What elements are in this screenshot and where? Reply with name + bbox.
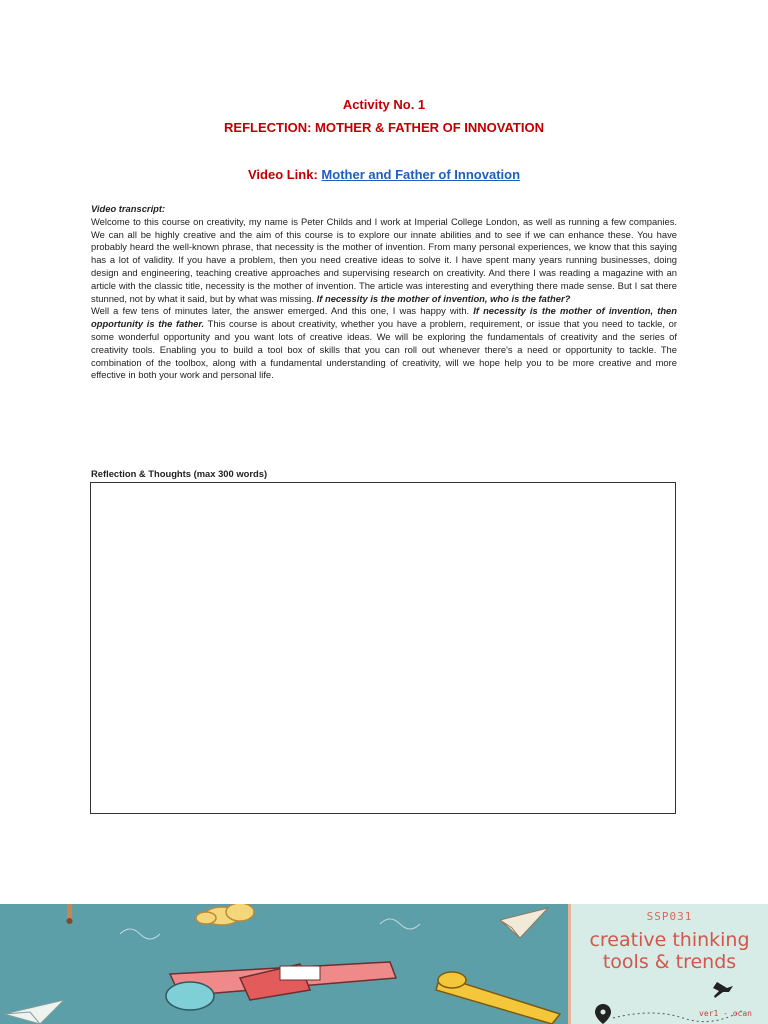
transcript-paragraph-2 bbox=[91, 305, 677, 382]
course-badge bbox=[568, 904, 768, 1024]
brand-title-line-2: tools & trends bbox=[602, 951, 737, 973]
paper-plane-icon bbox=[500, 908, 548, 938]
video-transcript bbox=[91, 203, 677, 382]
transcript-p2-text-b: This course is about creativity, whether you have a problem, requirement, or issue that you need to tackle, or some wonderful opportunity and you want lots of creative ideas. We will be exploring the fundamentals of creativity and the series of creativity tools. Enabling you to build a tool box of skills that you can roll out whenever there's a need or opportunity to tackle. The combination of the toolbox, along with a fundamental understanding of creativity, will we hope help you to be more creative and more effective in both your work and personal life. bbox=[91, 318, 677, 381]
transcript-p1-emphasis: If necessity is the mother of invention, who is the father? bbox=[316, 292, 571, 304]
activity-number: Activity No. 1 bbox=[342, 97, 426, 112]
badge-decoration bbox=[571, 904, 768, 1024]
transcript-paragraph-1 bbox=[91, 216, 677, 306]
video-link-line bbox=[0, 167, 768, 182]
reflection-answer-box[interactable] bbox=[90, 482, 676, 814]
course-code: SSP031 bbox=[646, 910, 693, 923]
brand-title-line-1: creative thinking bbox=[589, 929, 750, 951]
scribble-decoration bbox=[120, 919, 420, 939]
video-link-label: Video Link: bbox=[247, 167, 318, 182]
version-tag: ver1 - ocan bbox=[699, 1009, 752, 1018]
video-link[interactable]: Mother and Father of Innovation bbox=[321, 167, 521, 182]
small-airplane-icon bbox=[713, 982, 733, 998]
airplane-icon-red bbox=[166, 962, 396, 1010]
airplane-icon-yellow bbox=[436, 972, 560, 1024]
location-pin-icon bbox=[595, 1004, 611, 1024]
cloud-icon bbox=[196, 904, 254, 925]
paper-plane-icon-small bbox=[4, 1000, 64, 1024]
title-block bbox=[0, 96, 768, 137]
transcript-p2-emphasis: If necessity is the mother of invention, then opportunity is the father. bbox=[91, 305, 677, 330]
transcript-heading: Video transcript: bbox=[91, 203, 166, 214]
reflection-label: Reflection & Thoughts (max 300 words) bbox=[91, 468, 268, 479]
transcript-p2-text-a: Well a few tens of minutes later, the answer emerged. And this one, I was happy with. bbox=[91, 305, 474, 317]
pin-icon bbox=[67, 904, 73, 924]
activity-title: REFLECTION: MOTHER & FATHER OF INNOVATION bbox=[224, 120, 544, 135]
transcript-p1-text: Welcome to this course on creativity, my name is Peter Childs and I work at Imperial College London, as well as running a few companies. We can all be highly creative and the aim of this course is to explore our innate abilities and to see if we can enhance these. You have probably heard the well-known phrase, that necessity is the mother of invention. From many personal experiences, we know that this saying has a lot of validity. If you have a problem, then you need creative ideas to solve it. I have spent many years running businesses, doing design and engineering, teaching creative approaches and supervising research on creativity. And there I was reading a magazine with an article with the classic title, necessity is the mother of invention. The article was interesting and everything there made sense. But I sat there stunned, not by what it said, but by what was missing. bbox=[91, 215, 677, 304]
